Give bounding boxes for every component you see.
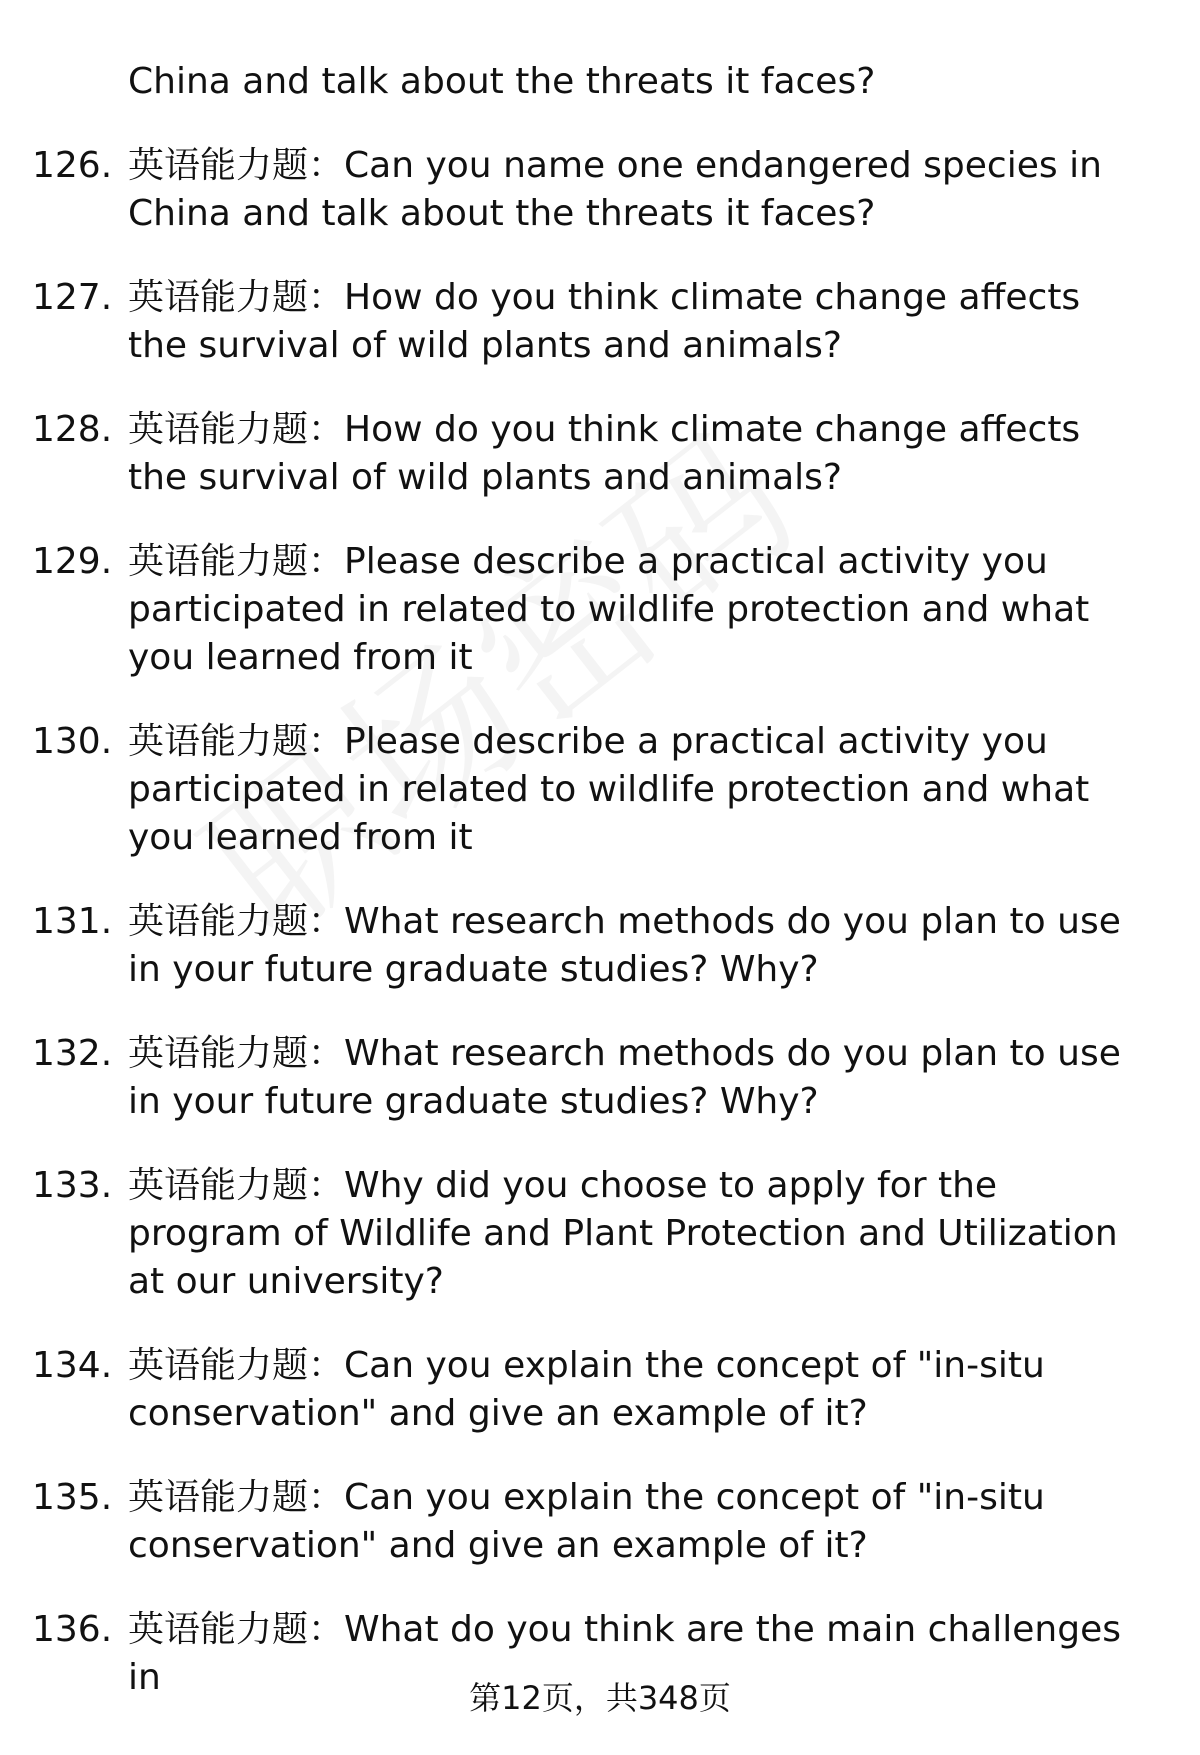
list-item [0,142,1200,238]
item-question: Why did you choose to apply for the program of Wildlife and Plant Protection and Utilization at our university? [128,1165,1118,1302]
item-text [128,1162,1138,1306]
item-question: Can you explain the concept of "in-situ conservation" and give an example of it? [128,1345,1045,1434]
item-question: Can you name one endangered species in China and talk about the threats it faces? [128,145,1102,234]
item-label: 英语能力题： [128,1609,345,1650]
item-label: 英语能力题： [128,1345,345,1386]
item-label: 英语能力题： [128,1033,345,1074]
item-text [128,406,1138,502]
list-item [0,1474,1200,1570]
item-label: 英语能力题： [128,901,345,942]
item-number: 128. [32,409,113,450]
list-item [0,1162,1200,1306]
list-item [0,1030,1200,1126]
list-item [0,898,1200,994]
item-question: What research methods do you plan to use in your future graduate studies? Why? [128,1033,1121,1122]
item-number: 130. [32,721,113,762]
item-text [128,898,1138,994]
item-question: Please describe a practical activity you participated in related to wildlife protection and what you learned from it [128,721,1090,858]
list-item [0,718,1200,862]
item-question: What research methods do you plan to use in your future graduate studies? Why? [128,901,1121,990]
item-question: How do you think climate change affects the survival of wild plants and animals? [128,277,1081,366]
item-label: 英语能力题： [128,277,345,318]
item-number: 129. [32,541,113,582]
item-question: What do you think are the main challenges in [128,1609,1121,1698]
item-question: Please describe a practical activity you participated in related to wildlife protection and what you learned from it [128,541,1090,678]
item-question: How do you think climate change affects the survival of wild plants and animals? [128,409,1081,498]
item-label: 英语能力题： [128,1165,345,1206]
item-label: 英语能力题： [128,1477,345,1518]
item-number: 127. [32,277,113,318]
item-text [128,718,1138,862]
item-label: 英语能力题： [128,409,345,450]
item-text [128,1030,1138,1126]
item-text [128,538,1138,682]
page-footer: 第12页，共348页 [469,1679,731,1717]
list-item [0,1342,1200,1438]
item-text [128,1474,1138,1570]
list-item [0,406,1200,502]
item-number: 131. [32,901,113,942]
item-number: 135. [32,1477,113,1518]
item-label: 英语能力题： [128,541,345,582]
item-label: 英语能力题： [128,721,345,762]
item-text [128,274,1138,370]
item-text [128,142,1138,238]
item-number: 134. [32,1345,113,1386]
item-number: 126. [32,145,113,186]
list-item [0,538,1200,682]
item-number: 132. [32,1033,113,1074]
item-number: 136. [32,1609,113,1650]
item-question: Can you explain the concept of "in-situ conservation" and give an example of it? [128,1477,1045,1566]
list-item [0,274,1200,370]
question-list [0,142,1200,1738]
item-text [128,1342,1138,1438]
item-number: 133. [32,1165,113,1206]
item-label: 英语能力题： [128,145,345,186]
continued-question-text: China and talk about the threats it faces? [128,61,876,102]
